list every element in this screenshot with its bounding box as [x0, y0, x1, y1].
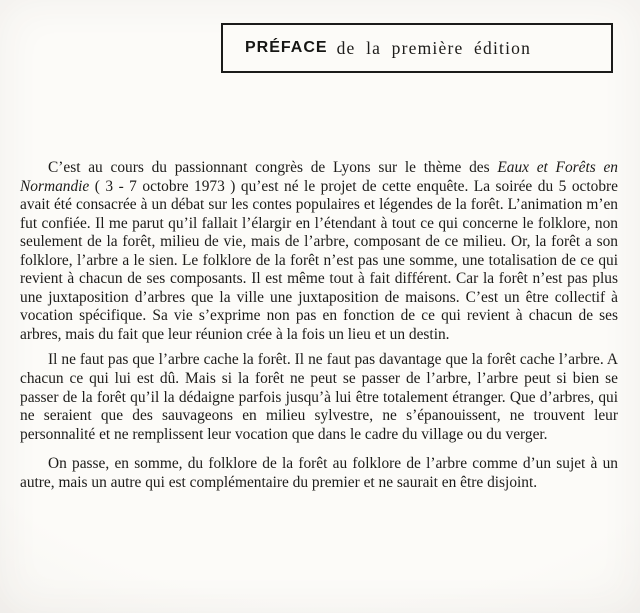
paragraph-2: Il ne faut pas que l’arbre cache la forêt. Il ne faut pas davantage que la forêt cache l’arbre. A chacun ce qui lui est dû. Mais si la forêt ne peut se passer de l’arbre, l’arbre peut si bien se passer de la forêt qu’il la dédaigne parfois jusqu’à lui être totalement étranger. Que d’arbres, qui ne seraient que des sauvageons en milieu sylvestre, ne s’épanouissent, ne trouvent leur personnalité et ne remplissent leur vocation que dans le cadre du village ou du verger.	[20, 351, 618, 443]
paragraph-1-lead: C’est au cours du passionnant congrès de Lyons sur le thème des	[48, 159, 498, 176]
preface-title-bold: PRÉFACE	[245, 39, 328, 56]
paragraph-3: On passe, en somme, du folklore de la forêt au folklore de l’arbre comme d’un sujet à un autre, mais un autre qui est complémentaire du premier et ne saurait en être disjoint.	[20, 455, 618, 491]
preface-body	[20, 159, 618, 492]
paragraph-1-rest: ( 3 - 7 octobre 1973 ) qu’est né le projet de cette enquête. La soirée du 5 octobre avait été consacrée à un débat sur les contes populaires et légendes de la forêt. L’animation m’en fut confiée. Il me parut qu’il fallait l’élargir en l’étendant à tout ce qui concerne le folklore, non seulement de la forêt, milieu de vie, mais de l’arbre, composant de ce milieu. Or, la forêt a son folklore, l’arbre a le sien. Le folklore de la forêt n’est pas une somme, une totalisation de ce qui revient à chacun de ses composants. Il est même tout à fait différent. Car la forêt n’est pas plus une juxtaposition d’arbres que la ville une juxtaposition de maisons. C’est un être collectif à vocation spécifique. Sa vie s’exprime non pas en fonction de ce qui revient à chacun de ses arbres, mais du fait que leur réunion crée à la fois un lieu et un destin.	[20, 177, 618, 343]
paragraph-1-italic-book-title: Eaux et Forêts en Normandie	[20, 159, 619, 195]
paragraph-1	[20, 159, 618, 344]
preface-title-box	[221, 23, 613, 73]
preface-title-rest: de la première édition	[336, 37, 532, 58]
